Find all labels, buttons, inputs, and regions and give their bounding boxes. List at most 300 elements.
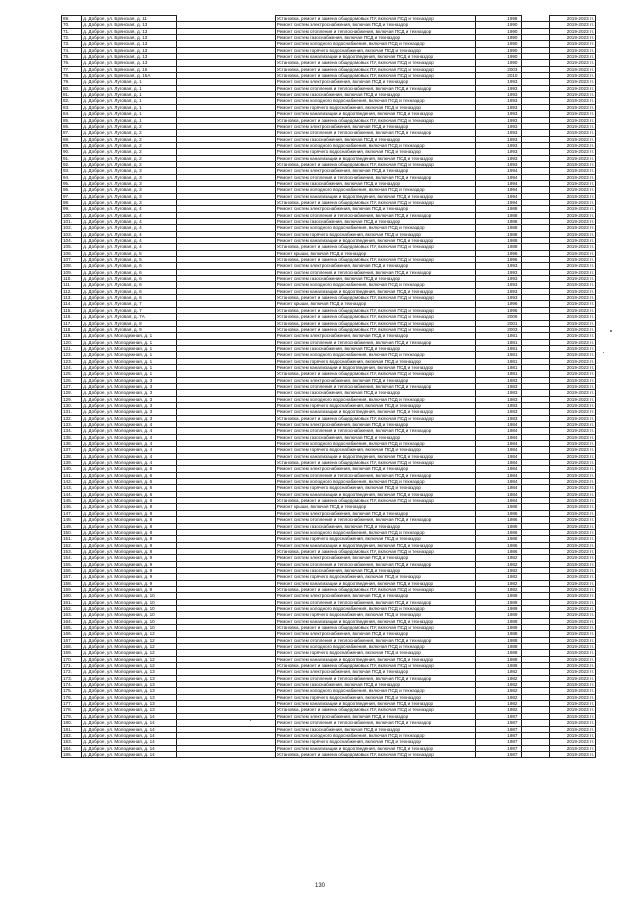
table-row	[62, 402, 596, 408]
table-row	[62, 98, 596, 104]
table-row	[62, 694, 596, 700]
row-number: 113.	[62, 295, 82, 301]
repair-period-cell: 2019-2023 гг.	[550, 16, 596, 22]
row-number: 141.	[62, 472, 82, 478]
work-type-cell: Ремонт систем горячего водоснабжения, включая ПСД и техназдор	[275, 739, 475, 745]
row-number: 87.	[62, 130, 82, 136]
work-type-cell: Установка, ремонт и замена общедомовых ПУ, включая ПСД и техназдор	[275, 60, 475, 66]
address-cell: д. Доброе, ул. Луговая, д. 4	[82, 219, 177, 225]
build-year-cell: 1994	[475, 199, 521, 205]
build-year-cell: 1982	[475, 567, 521, 573]
repair-period-cell: 2019-2023 гг.	[550, 485, 596, 491]
build-year-cell: 1993	[475, 85, 521, 91]
work-type-cell: Ремонт систем горячего водоснабжения, включая ПСД и техназдор	[275, 47, 475, 53]
row-number: 169.	[62, 650, 82, 656]
work-type-cell: Установка, ремонт и замена общедомовых ПУ, включая ПСД и техназдор	[275, 586, 475, 592]
table-row	[62, 612, 596, 618]
work-type-cell: Установка, ремонт и замена общедомовых ПУ, включая ПСД и техназдор	[275, 371, 475, 377]
table-row	[62, 637, 596, 643]
build-year-cell: 1984	[475, 447, 521, 453]
build-year-cell: 1981	[475, 358, 521, 364]
address-cell: д. Доброе, ул. Молодежная, д. 14	[82, 713, 177, 719]
address-cell: д. Доброе, ул. Луговая, д. 4	[82, 231, 177, 237]
row-number: 111.	[62, 282, 82, 288]
address-cell: д. Доброе, ул. Молодежная, д. 6	[82, 498, 177, 504]
work-type-cell: Ремонт систем канализации и водоотведения, включая ПСД и техназдор	[275, 491, 475, 497]
build-year-cell: 1983	[475, 377, 521, 383]
repair-period-cell: 2019-2023 гг.	[550, 663, 596, 669]
build-year-cell: 1990	[475, 35, 521, 41]
build-year-cell: 1983	[475, 415, 521, 421]
table-row	[62, 85, 596, 91]
work-type-cell: Ремонт систем горячего водоснабжения, включая ПСД и техназдор	[275, 485, 475, 491]
row-number: 92.	[62, 161, 82, 167]
build-year-cell: 1994	[475, 174, 521, 180]
build-year-cell: 1993	[475, 295, 521, 301]
repair-period-cell: 2019-2023 гг.	[550, 98, 596, 104]
repair-period-cell: 2019-2023 гг.	[550, 206, 596, 212]
table-row	[62, 16, 596, 22]
repair-period-cell: 2019-2023 гг.	[550, 212, 596, 218]
address-cell: д. Доброе, ул. Молодежная, д. 13	[82, 669, 177, 675]
build-year-cell: 1982	[475, 574, 521, 580]
repair-period-cell: 2019-2023 гг.	[550, 561, 596, 567]
work-type-cell: Ремонт систем горячего водоснабжения, включая ПСД и техназдор	[275, 149, 475, 155]
row-number: 160.	[62, 593, 82, 599]
work-type-cell: Установка, ремонт и замена общедомовых ПУ, включая ПСД и техназдор	[275, 498, 475, 504]
address-cell: д. Доброе, ул. Луговая, д. 6	[82, 276, 177, 282]
work-type-cell: Ремонт систем отопления и теплоснабжения, включая ПСД и техназдор	[275, 212, 475, 218]
row-number: 161.	[62, 599, 82, 605]
work-type-cell: Ремонт систем холодного водоснабжения, включая ПСД и техназдор	[275, 732, 475, 738]
work-type-cell: Ремонт систем отопления и теплоснабжения, включая ПСД и техназдор	[275, 28, 475, 34]
repair-schedule-table	[61, 15, 596, 758]
repair-period-cell: 2019-2023 гг.	[550, 669, 596, 675]
repair-period-cell: 2019-2023 гг.	[550, 155, 596, 161]
work-type-cell: Установка, ремонт и замена общедомовых ПУ, включая ПСД и техназдор	[275, 751, 475, 757]
repair-period-cell: 2019-2023 гг.	[550, 250, 596, 256]
table-row	[62, 92, 596, 98]
work-type-cell: Установка, ремонт и замена общедомовых ПУ, включая ПСД и техназдор	[275, 548, 475, 554]
repair-period-cell: 2019-2023 гг.	[550, 567, 596, 573]
repair-period-cell: 2019-2023 гг.	[550, 111, 596, 117]
build-year-cell: 1986	[475, 529, 521, 535]
row-number: 73.	[62, 41, 82, 47]
address-cell: д. Доброе, ул. Луговая, д. 4	[82, 238, 177, 244]
work-type-cell: Установка, ремонт и замена общедомовых ПУ, включая ПСД и техназдор	[275, 326, 475, 332]
work-type-cell: Ремонт систем отопления и теплоснабжения, включая ПСД и техназдор	[275, 174, 475, 180]
row-number: 119.	[62, 333, 82, 339]
table-row	[62, 504, 596, 510]
build-year-cell: 1981	[475, 339, 521, 345]
row-number: 155.	[62, 561, 82, 567]
table-row	[62, 263, 596, 269]
row-number: 177.	[62, 701, 82, 707]
work-type-cell: Ремонт систем электроснабжения, включая ПСД и техназдор	[275, 593, 475, 599]
address-cell: д. Доброе, ул. Молодежная, д. 13	[82, 701, 177, 707]
repair-period-cell: 2019-2023 гг.	[550, 574, 596, 580]
build-year-cell: 1982	[475, 580, 521, 586]
build-year-cell: 1994	[475, 180, 521, 186]
build-year-cell: 1987	[475, 713, 521, 719]
work-type-cell: Ремонт систем отопления и теплоснабжения, включая ПСД и техназдор	[275, 599, 475, 605]
repair-period-cell: 2019-2023 гг.	[550, 529, 596, 535]
table-row	[62, 447, 596, 453]
address-cell: д. Доброе, ул. Брянская, д. 15	[82, 66, 177, 72]
row-number: 134.	[62, 428, 82, 434]
repair-period-cell: 2019-2023 гг.	[550, 548, 596, 554]
work-type-cell: Ремонт систем газоснабжения, включая ПСД и техназдор	[275, 219, 475, 225]
address-cell: д. Доброе, ул. Луговая, д. 2	[82, 155, 177, 161]
address-cell: д. Доброе, ул. Молодежная, д. 9	[82, 555, 177, 561]
table-row	[62, 282, 596, 288]
work-type-cell: Ремонт систем холодного водоснабжения, включая ПСД и техназдор	[275, 41, 475, 47]
table-row	[62, 574, 596, 580]
work-type-cell: Ремонт систем отопления и теплоснабжения, включая ПСД и техназдор	[275, 339, 475, 345]
build-year-cell: 1988	[475, 244, 521, 250]
build-year-cell: 1987	[475, 732, 521, 738]
repair-period-cell: 2019-2023 гг.	[550, 434, 596, 440]
build-year-cell: 1993	[475, 155, 521, 161]
build-year-cell: 1982	[475, 701, 521, 707]
repair-period-cell: 2019-2023 гг.	[550, 688, 596, 694]
row-number: 80.	[62, 85, 82, 91]
address-cell: д. Доброе, ул. Брянская, д. 13	[82, 35, 177, 41]
table-row	[62, 586, 596, 592]
build-year-cell: 1993	[475, 282, 521, 288]
repair-period-cell: 2019-2023 гг.	[550, 510, 596, 516]
address-cell: д. Доброе, ул. Молодежная, д. 10	[82, 618, 177, 624]
repair-period-cell: 2019-2023 гг.	[550, 523, 596, 529]
build-year-cell: 1986	[475, 542, 521, 548]
table-row	[62, 155, 596, 161]
address-cell: д. Доброе, ул. Молодежная, д. 4	[82, 428, 177, 434]
repair-period-cell: 2019-2023 гг.	[550, 231, 596, 237]
build-year-cell: 1982	[475, 586, 521, 592]
build-year-cell: 1996	[475, 301, 521, 307]
address-cell: д. Доброе, ул. Молодежная, д. 3	[82, 402, 177, 408]
row-number: 96.	[62, 187, 82, 193]
table-row	[62, 377, 596, 383]
repair-period-cell: 2019-2023 гг.	[550, 402, 596, 408]
table-row	[62, 663, 596, 669]
work-type-cell: Ремонт систем горячего водоснабжения, включая ПСД и техназдор	[275, 358, 475, 364]
table-row	[62, 225, 596, 231]
address-cell: д. Доброе, ул. Молодежная, д. 13	[82, 688, 177, 694]
row-number: 165.	[62, 625, 82, 631]
work-type-cell: Ремонт систем канализации и водоотведения, включая ПСД и техназдор	[275, 238, 475, 244]
row-number: 156.	[62, 567, 82, 573]
table-row	[62, 238, 596, 244]
row-number: 93.	[62, 168, 82, 174]
address-cell: д. Доброе, ул. Молодежная, д. 14	[82, 726, 177, 732]
row-number: 120.	[62, 339, 82, 345]
work-type-cell: Ремонт систем горячего водоснабжения, включая ПСД и техназдор	[275, 574, 475, 580]
row-number: 78.	[62, 73, 82, 79]
work-type-cell: Ремонт систем газоснабжения, включая ПСД и техназдор	[275, 567, 475, 573]
work-type-cell: Ремонт систем электроснабжения, включая ПСД и техназдор	[275, 631, 475, 637]
work-type-cell: Ремонт систем электроснабжения, включая ПСД и техназдор	[275, 79, 475, 85]
address-cell: д. Доброе, ул. Молодежная, д. 12	[82, 650, 177, 656]
row-number: 88.	[62, 136, 82, 142]
repair-period-cell: 2019-2023 гг.	[550, 631, 596, 637]
build-year-cell: 1993	[475, 136, 521, 142]
repair-period-cell: 2019-2023 гг.	[550, 339, 596, 345]
work-type-cell: Установка, ремонт и замена общедомовых ПУ, включая ПСД и техназдор	[275, 161, 475, 167]
table-row	[62, 441, 596, 447]
table-row	[62, 320, 596, 326]
address-cell: д. Доброе, ул. Молодежная, д. 9	[82, 561, 177, 567]
row-number: 115.	[62, 307, 82, 313]
address-cell: д. Доброе, ул. Молодежная, д. 12	[82, 656, 177, 662]
build-year-cell: 1993	[475, 269, 521, 275]
repair-period-cell: 2019-2023 гг.	[550, 314, 596, 320]
work-type-cell: Установка, ремонт и замена общедомовых ПУ, включая ПСД и техназдор	[275, 625, 475, 631]
address-cell: д. Доброе, ул. Молодежная, д. 3	[82, 383, 177, 389]
repair-period-cell: 2019-2023 гг.	[550, 682, 596, 688]
build-year-cell: 1989	[475, 625, 521, 631]
table-row	[62, 364, 596, 370]
table-row	[62, 580, 596, 586]
row-number: 118.	[62, 326, 82, 332]
row-number: 114.	[62, 301, 82, 307]
build-year-cell: 1982	[475, 561, 521, 567]
build-year-cell: 1988	[475, 212, 521, 218]
row-number: 71.	[62, 28, 82, 34]
build-year-cell: 1994	[475, 168, 521, 174]
repair-period-cell: 2019-2023 гг.	[550, 199, 596, 205]
repair-period-cell: 2019-2023 гг.	[550, 79, 596, 85]
repair-period-cell: 2019-2023 гг.	[550, 517, 596, 523]
build-year-cell: 2010	[475, 73, 521, 79]
row-number: 98.	[62, 199, 82, 205]
row-number: 112.	[62, 288, 82, 294]
repair-period-cell: 2019-2023 гг.	[550, 453, 596, 459]
repair-period-cell: 2019-2023 гг.	[550, 479, 596, 485]
table-row	[62, 434, 596, 440]
build-year-cell: 1988	[475, 650, 521, 656]
table-row	[62, 371, 596, 377]
row-number: 158.	[62, 580, 82, 586]
repair-period-cell: 2019-2023 гг.	[550, 288, 596, 294]
table-row	[62, 73, 596, 79]
work-type-cell: Ремонт систем горячего водоснабжения, включая ПСД и техназдор	[275, 231, 475, 237]
row-number: 104.	[62, 238, 82, 244]
address-cell: д. Доброе, ул. Молодежная, д. 4	[82, 434, 177, 440]
repair-period-cell: 2019-2023 гг.	[550, 85, 596, 91]
row-number: 180.	[62, 720, 82, 726]
repair-period-cell: 2019-2023 гг.	[550, 371, 596, 377]
address-cell: д. Доброе, ул. Луговая, д. 6	[82, 269, 177, 275]
work-type-cell: Ремонт систем газоснабжения, включая ПСД и техназдор	[275, 136, 475, 142]
table-row	[62, 123, 596, 129]
repair-period-cell: 2019-2023 гг.	[550, 713, 596, 719]
repair-period-cell: 2019-2023 гг.	[550, 599, 596, 605]
repair-period-cell: 2019-2023 гг.	[550, 66, 596, 72]
work-type-cell: Ремонт систем канализации и водоотведения, включая ПСД и техназдор	[275, 745, 475, 751]
address-cell: д. Доброе, ул. Брянская, д. 13	[82, 22, 177, 28]
work-type-cell: Установка, ремонт и замена общедомовых ПУ, включая ПСД и техназдор	[275, 314, 475, 320]
address-cell: д. Доброе, ул. Луговая, д. 8	[82, 320, 177, 326]
repair-period-cell: 2019-2023 гг.	[550, 409, 596, 415]
repair-period-cell: 2019-2023 гг.	[550, 301, 596, 307]
repair-period-cell: 2019-2023 гг.	[550, 35, 596, 41]
build-year-cell: 1993	[475, 111, 521, 117]
row-number: 174.	[62, 682, 82, 688]
work-type-cell: Ремонт систем газоснабжения, включая ПСД и техназдор	[275, 682, 475, 688]
work-type-cell: Ремонт систем отопления и теплоснабжения, включая ПСД и техназдор	[275, 637, 475, 643]
work-type-cell: Ремонт систем горячего водоснабжения, включая ПСД и техназдор	[275, 447, 475, 453]
row-number: 184.	[62, 745, 82, 751]
repair-period-cell: 2019-2023 гг.	[550, 92, 596, 98]
table-row	[62, 339, 596, 345]
build-year-cell: 1988	[475, 656, 521, 662]
build-year-cell: 1983	[475, 396, 521, 402]
build-year-cell: 1987	[475, 726, 521, 732]
work-type-cell: Ремонт систем электроснабжения, включая ПСД и техназдор	[275, 422, 475, 428]
repair-period-cell: 2019-2023 гг.	[550, 244, 596, 250]
repair-period-cell: 2019-2023 гг.	[550, 542, 596, 548]
repair-period-cell: 2019-2023 гг.	[550, 644, 596, 650]
table-row	[62, 301, 596, 307]
build-year-cell: 1993	[475, 98, 521, 104]
repair-period-cell: 2019-2023 гг.	[550, 694, 596, 700]
address-cell: д. Доброе, ул. Брянская, д. 13	[82, 28, 177, 34]
table-row	[62, 149, 596, 155]
work-type-cell: Ремонт систем канализации и водоотведения, включая ПСД и техназдор	[275, 453, 475, 459]
work-type-cell: Ремонт систем газоснабжения, включая ПСД и техназдор	[275, 523, 475, 529]
row-number: 170.	[62, 656, 82, 662]
address-cell: д. Доброе, ул. Молодежная, д. 8	[82, 517, 177, 523]
repair-period-cell: 2019-2023 гг.	[550, 60, 596, 66]
repair-period-cell: 2019-2023 гг.	[550, 390, 596, 396]
address-cell: д. Доброе, ул. Молодежная, д. 1	[82, 339, 177, 345]
address-cell: д. Доброе, ул. Луговая, д. 1	[82, 79, 177, 85]
row-number: 145.	[62, 498, 82, 504]
repair-period-cell: 2019-2023 гг.	[550, 472, 596, 478]
repair-period-cell: 2019-2023 гг.	[550, 136, 596, 142]
table-row	[62, 199, 596, 205]
row-number: 86.	[62, 123, 82, 129]
row-number: 69.	[62, 16, 82, 22]
build-year-cell: 1989	[475, 618, 521, 624]
work-type-cell: Ремонт систем отопления и теплоснабжения, включая ПСД и техназдор	[275, 383, 475, 389]
table-row	[62, 415, 596, 421]
build-year-cell: 1990	[475, 41, 521, 47]
address-cell: д. Доброе, ул. Луговая, д. 5	[82, 257, 177, 263]
address-cell: д. Доброе, ул. Луговая, д. 3	[82, 193, 177, 199]
repair-period-cell: 2019-2023 гг.	[550, 358, 596, 364]
table-row	[62, 644, 596, 650]
build-year-cell: 1990	[475, 22, 521, 28]
row-number: 150.	[62, 529, 82, 535]
table-row	[62, 180, 596, 186]
repair-period-cell: 2019-2023 гг.	[550, 707, 596, 713]
work-type-cell: Установка, ремонт и замена общедомовых ПУ, включая ПСД и техназдор	[275, 244, 475, 250]
address-cell: д. Доброе, ул. Луговая, д. 6	[82, 263, 177, 269]
repair-period-cell: 2019-2023 гг.	[550, 732, 596, 738]
build-year-cell: 1988	[475, 231, 521, 237]
table-row	[62, 625, 596, 631]
table-row	[62, 390, 596, 396]
work-type-cell: Ремонт систем электроснабжения, включая ПСД и техназдор	[275, 123, 475, 129]
table-row	[62, 675, 596, 681]
repair-period-cell: 2019-2023 гг.	[550, 751, 596, 757]
build-year-cell: 1983	[475, 383, 521, 389]
table-row	[62, 104, 596, 110]
work-type-cell: Ремонт систем горячего водоснабжения, включая ПСД и техназдор	[275, 402, 475, 408]
address-cell: д. Доброе, ул. Луговая, д. 5	[82, 250, 177, 256]
row-number: 167.	[62, 637, 82, 643]
repair-period-cell: 2019-2023 гг.	[550, 745, 596, 751]
build-year-cell: 1986	[475, 548, 521, 554]
work-type-cell: Установка, ремонт и замена общедомовых ПУ, включая ПСД и техназдор	[275, 320, 475, 326]
work-type-cell: Ремонт систем электроснабжения, включая ПСД и техназдор	[275, 669, 475, 675]
address-cell: д. Доброе, ул. Молодежная, д. 1	[82, 352, 177, 358]
row-number: 81.	[62, 92, 82, 98]
address-cell: д. Доброе, ул. Луговая, д. 3	[82, 187, 177, 193]
work-type-cell: Ремонт систем холодного водоснабжения, включая ПСД и техназдор	[275, 479, 475, 485]
work-type-cell: Ремонт крыши, включая ПСД и техназдор	[275, 301, 475, 307]
build-year-cell: 1981	[475, 345, 521, 351]
address-cell: д. Доброе, ул. Молодежная, д. 1	[82, 333, 177, 339]
address-cell: д. Доброе, ул. Молодежная, д. 9	[82, 586, 177, 592]
build-year-cell: 1990	[475, 47, 521, 53]
row-number: 164.	[62, 618, 82, 624]
work-type-cell: Ремонт систем отопления и теплоснабжения, включая ПСД и техназдор	[275, 428, 475, 434]
build-year-cell: 1996	[475, 250, 521, 256]
repair-period-cell: 2019-2023 гг.	[550, 168, 596, 174]
build-year-cell: 1993	[475, 142, 521, 148]
row-number: 143.	[62, 485, 82, 491]
work-type-cell: Ремонт систем электроснабжения, включая ПСД и техназдор	[275, 333, 475, 339]
work-type-cell: Ремонт систем холодного водоснабжения, включая ПСД и техназдор	[275, 98, 475, 104]
build-year-cell: 1983	[475, 390, 521, 396]
row-number: 146.	[62, 504, 82, 510]
table-row	[62, 599, 596, 605]
table-row	[62, 212, 596, 218]
row-number: 109.	[62, 269, 82, 275]
repair-period-cell: 2019-2023 гг.	[550, 555, 596, 561]
address-cell: д. Доброе, ул. Луговая, д. 6	[82, 288, 177, 294]
address-cell: д. Доброе, ул. Молодежная, д. 14	[82, 739, 177, 745]
row-number: 99.	[62, 206, 82, 212]
work-type-cell: Ремонт систем канализации и водоотведения, включая ПСД и техназдор	[275, 618, 475, 624]
build-year-cell: 1987	[475, 720, 521, 726]
row-number: 136.	[62, 441, 82, 447]
repair-period-cell: 2019-2023 гг.	[550, 593, 596, 599]
address-cell: д. Доброе, ул. Молодежная, д. 6	[82, 491, 177, 497]
table-row	[62, 688, 596, 694]
work-type-cell: Ремонт систем отопления и теплоснабжения, включая ПСД и техназдор	[275, 269, 475, 275]
row-number: 122.	[62, 352, 82, 358]
row-number: 159.	[62, 586, 82, 592]
table-row	[62, 47, 596, 53]
row-number: 74.	[62, 47, 82, 53]
build-year-cell: 1993	[475, 123, 521, 129]
build-year-cell: 1988	[475, 637, 521, 643]
row-number: 172.	[62, 669, 82, 675]
table-row	[62, 593, 596, 599]
repair-period-cell: 2019-2023 гг.	[550, 447, 596, 453]
address-cell: д. Доброе, ул. Молодежная, д. 8	[82, 523, 177, 529]
table-row	[62, 510, 596, 516]
repair-period-cell: 2019-2023 гг.	[550, 161, 596, 167]
address-cell: д. Доброе, ул. Луговая, д. 3	[82, 168, 177, 174]
repair-period-cell: 2019-2023 гг.	[550, 219, 596, 225]
address-cell: д. Доброе, ул. Луговая, д. 4	[82, 212, 177, 218]
build-year-cell: 1989	[475, 605, 521, 611]
